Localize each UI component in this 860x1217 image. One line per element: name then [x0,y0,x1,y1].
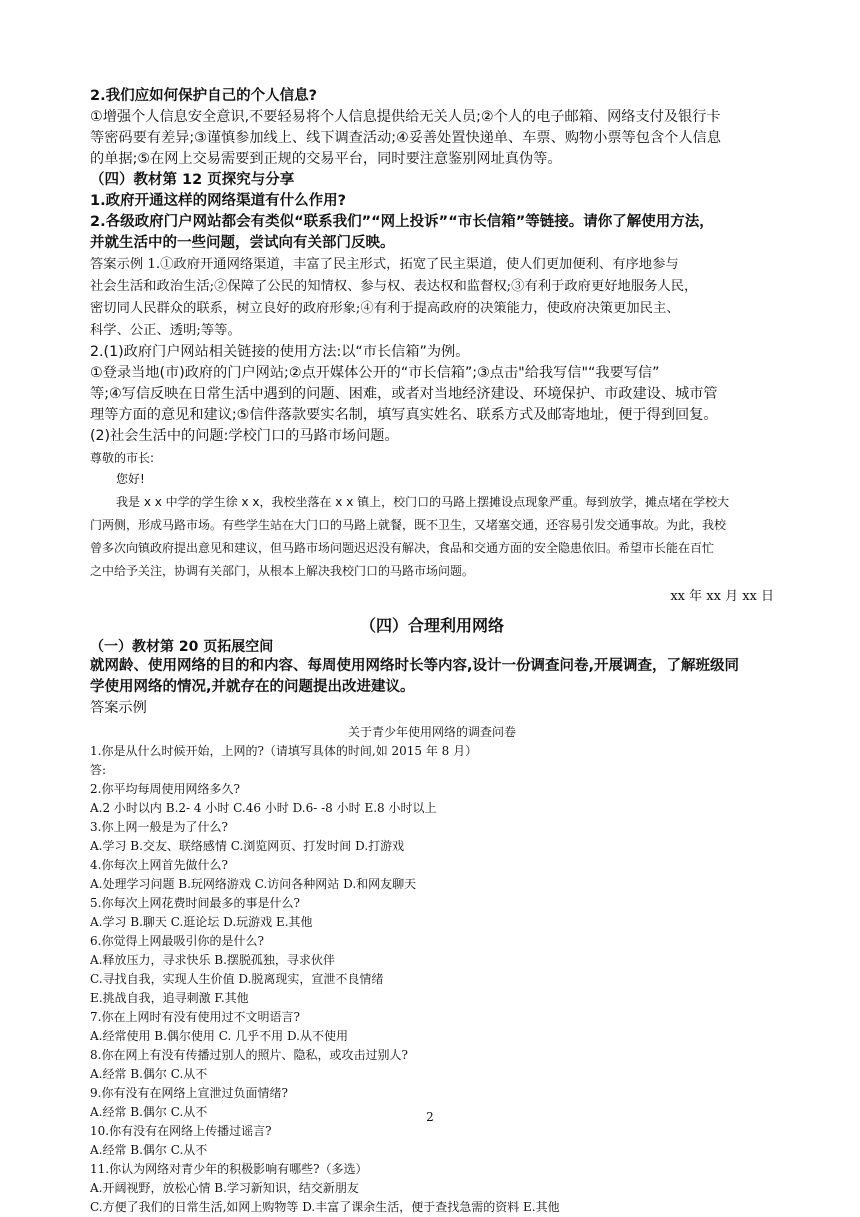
survey-line: 5.你每次上网花费时间最多的事是什么? [90,896,300,910]
survey-line: A.经常 B.偶尔 C.从不 [90,1067,208,1081]
survey-line: 6.你觉得上网最吸引你的是什么? [90,934,264,948]
page-number: 2 [426,1110,434,1124]
example-line: 2.(1)政府门户网站相关链接的使用方法:以“市长信箱”为例。 [90,344,470,360]
section-heading: （四）教材第 12 页探究与分享 [90,172,295,188]
survey-line: A.学习 B.聊天 C.逛论坛 D.玩游戏 E.其他 [90,915,313,929]
question-heading: 并就生活中的一些问题，尝试向有关部门反映。 [90,235,395,251]
survey-line: A.处理学习问题 B.玩网络游戏 C.访问各种网站 D.和网友聊天 [90,877,417,891]
section-title: （四）合理利用网络 [359,616,504,635]
document-page [90,86,774,1217]
letter [90,449,774,604]
subsection-heading: （一）教材第 20 页拓展空间 [90,639,274,655]
letter-body-line: 曾多次向镇政府提出意见和建议，但马路市场问题迟迟没有解决，食品和交通方面的安全隐患依旧。希望市长能在百忙 [90,541,715,555]
answer-example-label: 答案示例 [90,700,147,716]
example-line: 密切同人民群众的联系，树立良好的政府形象;④有利于提高政府的决策能力，使政府决策更加民主、 [90,301,680,316]
survey-line: C.寻找自我，实现人生价值 D.脱离现实，宣泄不良情绪 [90,972,384,986]
example-line: (2)社会生活中的问题:学校门口的马路市场问题。 [90,428,399,444]
survey-title: 关于青少年使用网络的调查问卷 [347,725,516,739]
survey-line: A.开阔视野，放松心情 B.学习新知识，结交新朋友 [90,1181,359,1195]
example-line: 等;④写信反映在日常生活中遇到的问题、困难，或者对当地经济建设、环境保护、市政建设、城市管 [90,386,718,402]
survey-line: 2.你平均每周使用网络多久? [90,782,240,796]
example-line: 科学、公正、透明;等等。 [90,323,241,338]
survey [90,723,774,1217]
answer-line: 的单据;⑤在网上交易需要到正规的交易平台，同时要注意鉴别网址真伪等。 [90,151,562,167]
survey-line: 9.你有没有在网络上宣泄过负面情绪? [90,1086,288,1100]
survey-line: A.经常 B.偶尔 C.从不 [90,1143,208,1157]
survey-line: 3.你上网一般是为了什么? [90,820,228,834]
survey-line: A.学习 B.交友、联络感情 C.浏览网页、打发时间 D.打游戏 [90,839,405,853]
example-line: 答案示例 1.①政府开通网络渠道，丰富了民主形式，拓宽了民主渠道，使人们更加便利、有序地参与 [90,257,679,272]
example-line: 社会生活和政治生活;②保障了公民的知情权、参与权、表达权和监督权;③有利于政府更好地服务人民， [90,279,698,294]
survey-line: A.释放压力，寻求快乐 B.摆脱孤独，寻求伙伴 [90,953,335,967]
answer-line: 等密码要有差异;③谨慎参加线上、线下调查活动;④妥善处置快递单、车票、购物小票等包含个人信息 [90,130,721,146]
task-line: 就网龄、使用网络的目的和内容、每周使用网络时长等内容,设计一份调查问卷,开展调查，了解班级同 [90,658,740,674]
letter-date: xx 年 xx 月 xx 日 [670,589,774,604]
survey-line: A.2 小时以内 B.2- 4 小时 C.46 小时 D.6- -8 小时 E.8 小时以上 [90,801,437,815]
example-line: 理等方面的意见和建议;⑤信件落款要实名制，填写真实姓名、联系方式及邮寄地址，便于得到回复。 [90,407,718,423]
letter-body-line: 我是 x x 中学的学生徐 x x，我校坐落在 x x 镇上，校门口的马路上摆摊设点现象严重。每到放学，摊点堵在学校大 [116,495,730,509]
example-answer-2 [90,342,774,447]
survey-line: A.经常使用 B.偶尔使用 C. 几乎不用 D.从不使用 [90,1029,348,1043]
survey-line: 答: [90,763,107,777]
answer-line: ①增强个人信息安全意识,不要轻易将个人信息提供给无关人员;②个人的电子邮箱、网络支付及银行卡 [90,109,721,125]
survey-line: 8.你在网上有没有传播过别人的照片、隐私，或攻击过别人? [90,1048,408,1062]
survey-line: E.挑战自我，追寻刺激 F.其他 [90,991,249,1005]
letter-body-line: 门两侧，形成马路市场。有些学生站在大门口的马路上就餐，既不卫生，又堵塞交通，还容易引发交通事故。为此，我校 [90,518,727,532]
survey-line: 7.你在上网时有没有使用过不文明语言? [90,1010,300,1024]
question-heading: 1.政府开通这样的网络渠道有什么作用? [90,193,347,209]
survey-line: A.经常 B.偶尔 C.从不 [90,1105,208,1119]
letter-greeting: 您好! [116,472,145,486]
question-heading: 2.各级政府门户网站都会有类似“联系我们”“网上投诉”“市长信箱”等链接。请你了解使用方法， [90,214,714,230]
letter-salutation: 尊敬的市长: [90,451,155,465]
survey-line: C.方便了我们的日常生活,如网上购物等 D.丰富了课余生活，便于查找急需的资料 E.其他 [90,1200,560,1214]
example-answer-1 [90,254,774,342]
answer-block [90,107,774,170]
task-line: 学使用网络的情况,并就存在的问题提出改进建议。 [90,679,415,695]
example-line: ①登录当地(市)政府的门户网站;②点开媒体公开的“市长信箱”;③点击"给我写信"“我要写信” [90,365,660,381]
letter-body-line: 之中给予关注，协调有关部门，从根本上解决我校门口的马路市场问题。 [90,564,475,578]
survey-line: 1.你是从什么时候开始，上网的?（请填写具体的时间,如 2015 年 8 月） [90,744,478,758]
survey-line: 4.你每次上网首先做什么? [90,858,228,872]
question-heading: 2.我们应如何保护自己的个人信息? [90,88,318,104]
survey-line: 11.你认为网络对青少年的积极影响有哪些?（多选） [90,1162,368,1176]
survey-line: 10.你有没有在网络上传播过谣言? [90,1124,272,1138]
